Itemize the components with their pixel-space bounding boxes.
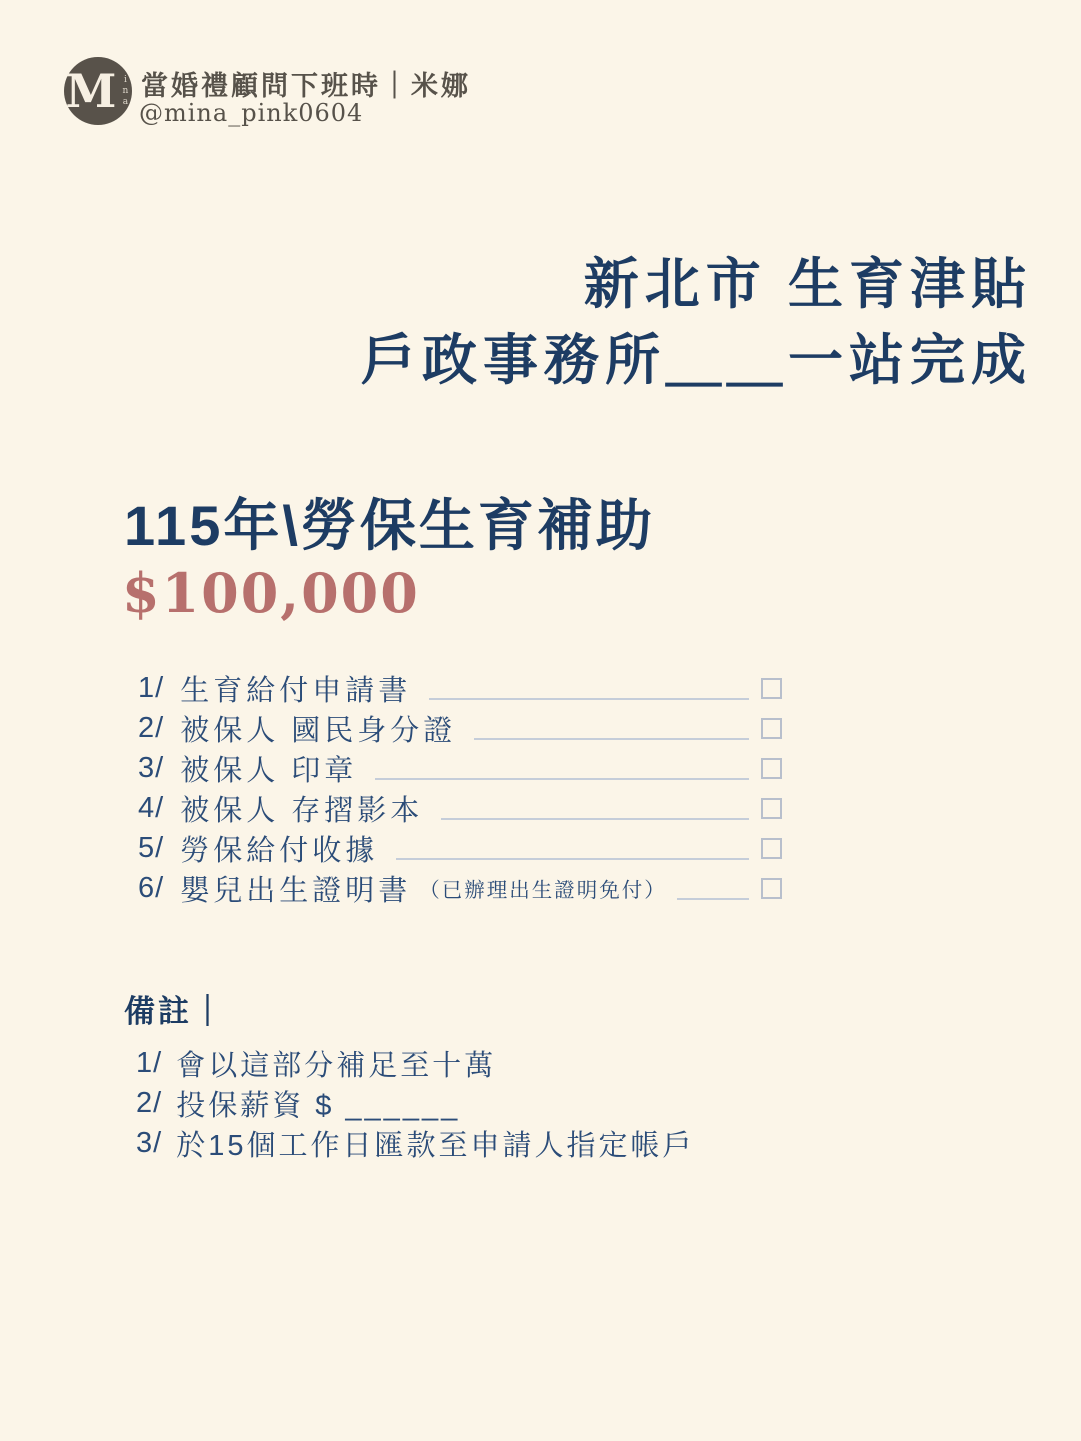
brand-handle: @mina_pink0604 <box>139 99 364 127</box>
checkbox[interactable] <box>761 838 782 859</box>
page-title-line2: 戶政事務所＿＿一站完成 <box>360 329 1032 391</box>
item-number: 4/ <box>138 791 165 824</box>
program-heading: 115年\勞保生育補助 <box>124 494 655 557</box>
logo-subtext: ina <box>120 74 131 108</box>
checkbox[interactable] <box>761 678 782 699</box>
checklist-item <box>138 668 782 708</box>
checklist-item <box>138 748 782 788</box>
item-label: 生育給付申請書 <box>180 674 412 707</box>
logo-m-monogram-icon: M <box>65 64 117 118</box>
item-label: 被保人 國民身分證 <box>180 714 457 747</box>
fill-in-line <box>429 698 749 700</box>
item-number: 3/ <box>138 751 165 784</box>
remark-item <box>136 1123 694 1163</box>
checkbox[interactable] <box>761 758 782 779</box>
remark-text: 於15個工作日匯款至申請人指定帳戶 <box>176 1129 695 1162</box>
remark-text: 投保薪資 $ ______ <box>176 1089 461 1122</box>
remark-number: 3/ <box>136 1126 163 1159</box>
fill-in-line <box>441 818 749 820</box>
fill-in-line <box>396 858 749 860</box>
item-number: 2/ <box>138 711 165 744</box>
remark-number: 1/ <box>136 1046 163 1079</box>
remark-number: 2/ <box>136 1086 163 1119</box>
fill-in-line <box>677 898 749 900</box>
item-number: 6/ <box>138 871 165 904</box>
checkbox[interactable] <box>761 878 782 899</box>
document-checklist <box>138 668 782 908</box>
checklist-item <box>138 788 782 828</box>
brand-name: 當婚禮顧問下班時｜米娜 <box>141 71 471 101</box>
item-number: 5/ <box>138 831 165 864</box>
item-number: 1/ <box>138 671 165 704</box>
checkbox[interactable] <box>761 798 782 819</box>
page-title-line1: 新北市 生育津貼 <box>583 253 1032 315</box>
item-label: 嬰兒出生證明書 <box>180 874 412 907</box>
item-label: 被保人 存摺影本 <box>180 794 424 827</box>
remarks-list <box>136 1043 694 1163</box>
item-label: 被保人 印章 <box>180 754 358 787</box>
item-note: （已辦理出生證明免付） <box>419 879 667 902</box>
checkbox[interactable] <box>761 718 782 739</box>
remark-item <box>136 1083 694 1123</box>
program-amount: $100,000 <box>122 561 420 625</box>
remark-text: 會以這部分補足至十萬 <box>176 1049 497 1082</box>
remark-item <box>136 1043 694 1083</box>
brand-logo <box>64 57 132 125</box>
item-label: 勞保給付收據 <box>180 834 379 867</box>
checklist-item <box>138 868 782 908</box>
remarks-heading: 備註｜ <box>124 994 226 1029</box>
checklist-item <box>138 708 782 748</box>
fill-in-line <box>375 778 749 780</box>
fill-in-line <box>474 738 749 740</box>
checklist-item <box>138 828 782 868</box>
page-title <box>361 246 1032 398</box>
